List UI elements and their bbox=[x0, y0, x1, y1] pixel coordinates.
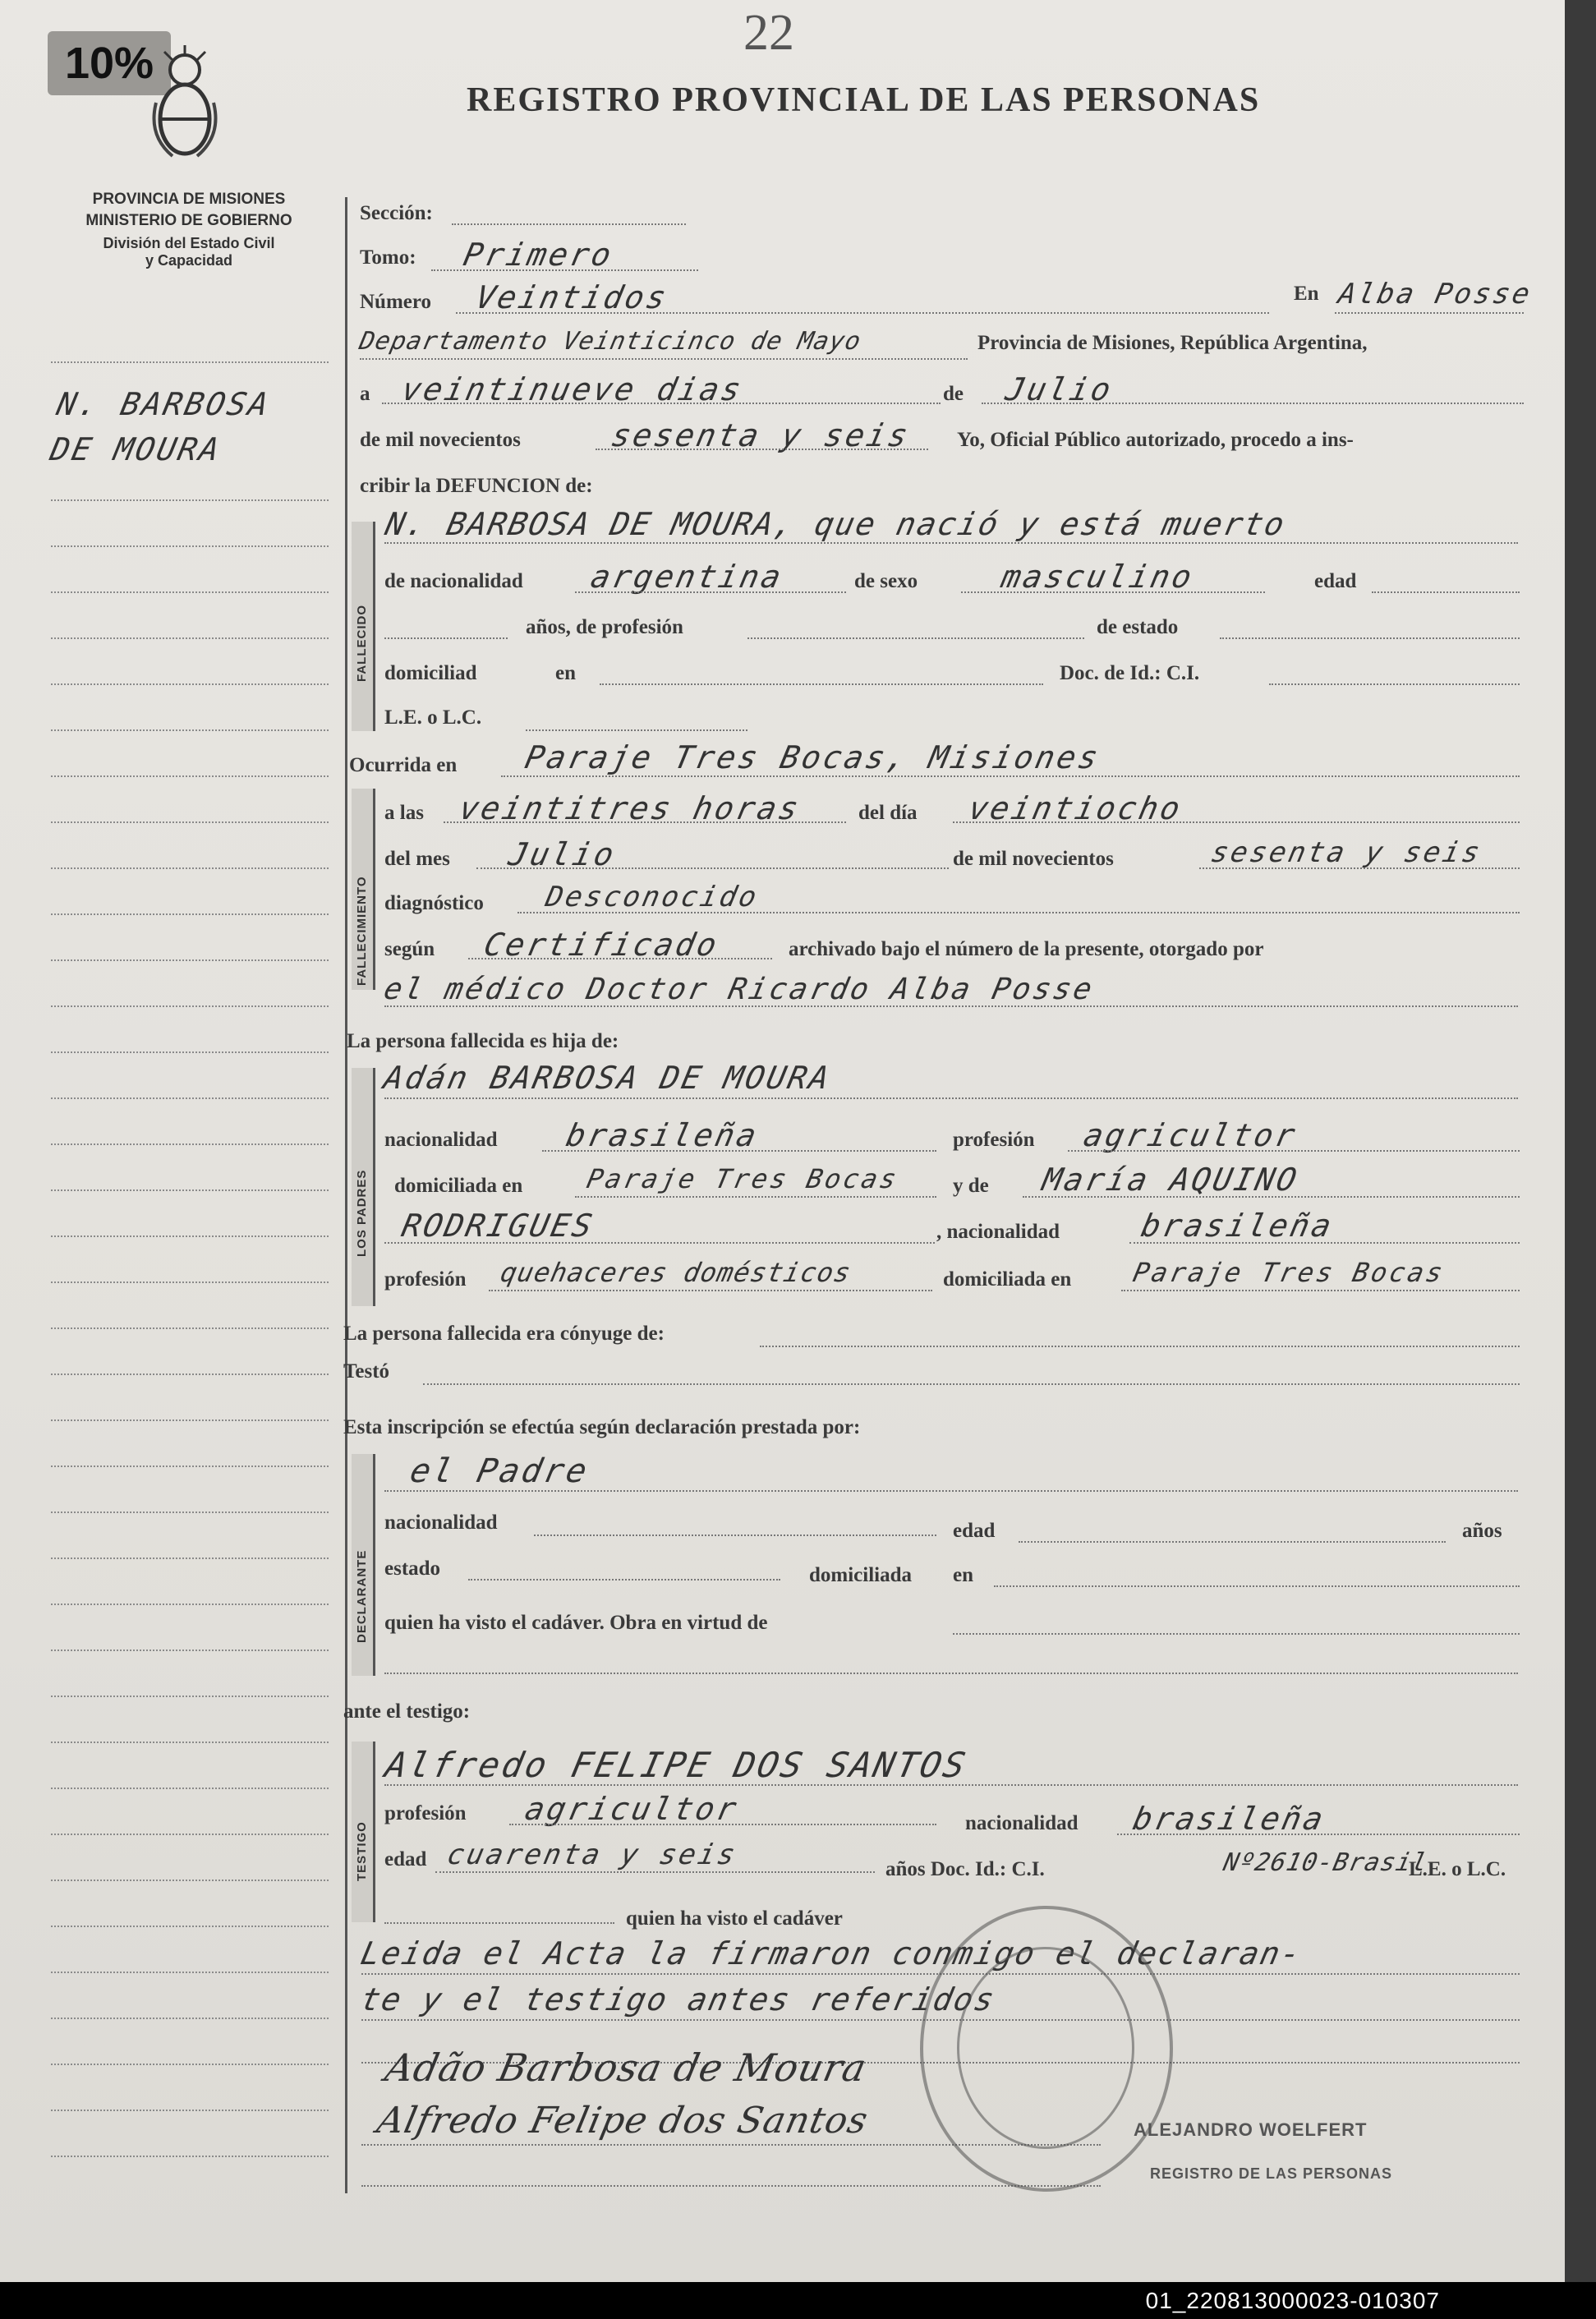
declarante-nombre: el Padre bbox=[407, 1452, 593, 1490]
sidebar-rule bbox=[51, 1511, 329, 1513]
anio-value-fallecimiento: sesenta y seis bbox=[1207, 836, 1485, 869]
nacionalidad2-label: , nacionalidad bbox=[936, 1221, 1060, 1243]
sidebar-rule bbox=[51, 2156, 329, 2157]
fallecido-sexo-label: de sexo bbox=[854, 570, 918, 592]
sidebar-division: División del Estado Civil bbox=[103, 235, 275, 251]
segun-label: según bbox=[384, 938, 435, 960]
numero-value: Veintidos bbox=[472, 279, 672, 315]
sidebar-province: PROVINCIA DE MISIONES bbox=[92, 191, 286, 208]
madre-value-2: RODRIGUES bbox=[398, 1208, 598, 1244]
declarante-intro: Esta inscripción se efectúa según declaración prestada por: bbox=[343, 1416, 861, 1438]
mes-value: Julio bbox=[1002, 371, 1117, 407]
hora-value: veintitres horas bbox=[456, 790, 804, 826]
fallecido-edad-label: edad bbox=[1314, 570, 1357, 592]
a-las-label: a las bbox=[384, 802, 424, 824]
officer-name: ALEJANDRO WOELFERT bbox=[1134, 2119, 1368, 2140]
sidebar-rule bbox=[51, 1143, 329, 1145]
fallecido-sexo: masculino bbox=[998, 559, 1198, 595]
margin-note-2: DE MOURA bbox=[47, 431, 225, 467]
provincia-text: Provincia de Misiones, República Argentina, bbox=[977, 332, 1368, 354]
departamento-value: Departamento Veinticinco de Mayo bbox=[356, 327, 864, 356]
testigo-quien-label: quien ha visto el cadáver bbox=[626, 1907, 843, 1930]
officer-title: REGISTRO DE LAS PERSONAS bbox=[1150, 2165, 1393, 2182]
sidebar-rule bbox=[51, 683, 329, 685]
testigo-profesion-label: profesión bbox=[384, 1802, 467, 1824]
medico-value: el médico Doctor Ricardo Alba Posse bbox=[380, 973, 1097, 1006]
mil-label: de mil novecientos bbox=[360, 429, 521, 451]
margin-note-1: N. BARBOSA bbox=[53, 386, 274, 422]
seccion-label: Sección: bbox=[360, 202, 433, 224]
sidebar-rule bbox=[51, 637, 329, 639]
dia-value-fallecimiento: veintiocho bbox=[965, 790, 1186, 826]
padres-nacionalidad-label: nacionalidad bbox=[384, 1129, 498, 1151]
domicilio2-value: Paraje Tres Bocas bbox=[1129, 1257, 1448, 1288]
y-de-label: y de bbox=[953, 1175, 989, 1197]
diagnostico-value: Desconocido bbox=[542, 881, 762, 913]
sidebar-ministry: MINISTERIO DE GOBIERNO bbox=[85, 212, 292, 229]
testigo-nacionalidad: brasileña bbox=[1129, 1801, 1329, 1837]
testigo-anios-doc-label: años Doc. Id.: C.I. bbox=[885, 1858, 1045, 1880]
testigo-nacionalidad-label: nacionalidad bbox=[965, 1812, 1079, 1834]
testigo-le-label: L.E. o L.C. bbox=[1409, 1858, 1506, 1880]
declarante-quien-label: quien ha visto el cadáver. Obra en virtud de bbox=[384, 1612, 768, 1634]
sidebar-rule bbox=[51, 959, 329, 961]
padres-profesion-label: profesión bbox=[953, 1129, 1035, 1151]
mil-label-fallecimiento: de mil novecientos bbox=[953, 848, 1114, 870]
column-divider bbox=[345, 197, 347, 2193]
sidebar-rule bbox=[51, 729, 329, 731]
archivado-text: archivado bajo el número de la presente, otorgado por bbox=[789, 938, 1264, 960]
domicilio-value: Paraje Tres Bocas bbox=[583, 1163, 902, 1194]
declarante-en-label: en bbox=[953, 1564, 973, 1586]
sidebar-rule bbox=[51, 1005, 329, 1007]
sidebar-rule bbox=[51, 2064, 329, 2065]
sidebar-rule bbox=[51, 2110, 329, 2111]
sidebar-rule bbox=[51, 1834, 329, 1835]
domiciliada-label: domiciliada en bbox=[394, 1175, 523, 1197]
sidebar-rule bbox=[51, 1419, 329, 1421]
tomo-value: Primero bbox=[460, 237, 617, 273]
official-seal-inner-icon bbox=[957, 1947, 1134, 2149]
sidebar-rule bbox=[51, 1327, 329, 1329]
de-label: de bbox=[943, 383, 964, 405]
signature-2: Alfredo Felipe dos Santos bbox=[373, 2100, 872, 2142]
sidebar-rule bbox=[51, 2018, 329, 2019]
sidebar-rule bbox=[51, 1880, 329, 1881]
sidebar-rule bbox=[51, 1558, 329, 1559]
fallecido-nacionalidad: argentina bbox=[587, 559, 787, 595]
declarante-estado-label: estado bbox=[384, 1558, 441, 1580]
padres-side-label: LOS PADRES bbox=[355, 1169, 369, 1257]
sidebar-rule bbox=[51, 591, 329, 593]
footer-id: 01_220813000023-010307 bbox=[1145, 2288, 1440, 2313]
percent-stamp: 10% bbox=[48, 31, 171, 95]
sidebar-rule bbox=[51, 1696, 329, 1697]
sidebar-rule bbox=[51, 1189, 329, 1191]
en-label: En bbox=[1294, 283, 1319, 305]
mes-value-fallecimiento: Julio bbox=[505, 836, 620, 872]
hija-label: La persona fallecida es hija de: bbox=[347, 1030, 619, 1052]
diagnostico-label: diagnóstico bbox=[384, 892, 484, 914]
declarante-anios-label: años bbox=[1462, 1520, 1502, 1542]
sidebar-rule bbox=[51, 775, 329, 777]
padres-nacionalidad: brasileña bbox=[563, 1117, 762, 1153]
testigo-edad-label: edad bbox=[384, 1848, 427, 1870]
segun-value: Certificado bbox=[481, 927, 723, 963]
fallecido-domiciliado-label: domiciliad bbox=[384, 662, 477, 684]
profesion2-value: quehaceres domésticos bbox=[497, 1257, 854, 1288]
profesion2-label: profesión bbox=[384, 1268, 467, 1291]
anio-value: sesenta y seis bbox=[608, 417, 913, 453]
ocurrida-label: Ocurrida en bbox=[349, 754, 458, 776]
madre-value-1: María AQUINO bbox=[1039, 1162, 1303, 1198]
en-value: Alba Posse bbox=[1335, 278, 1535, 311]
testo-label: Testó bbox=[343, 1360, 390, 1383]
testigo-side-label: TESTIGO bbox=[355, 1821, 369, 1881]
ocurrida-value: Paraje Tres Bocas, Misiones bbox=[522, 739, 1104, 775]
declarante-domiciliada-label: domiciliada bbox=[809, 1564, 913, 1586]
closing-line-1: Leida el Acta la firmaron conmigo el declaran- bbox=[357, 1935, 1306, 1972]
sidebar-rule bbox=[51, 1051, 329, 1053]
del-mes-label: del mes bbox=[384, 848, 450, 870]
sidebar-rule bbox=[51, 1972, 329, 1973]
fallecido-en-label: en bbox=[555, 662, 576, 684]
fallecido-le-label: L.E. o L.C. bbox=[384, 706, 482, 729]
declarante-edad-label: edad bbox=[953, 1520, 996, 1542]
ante-testigo-label: ante el testigo: bbox=[343, 1700, 471, 1723]
sidebar-rule bbox=[51, 821, 329, 823]
padre-value: Adán BARBOSA DE MOURA bbox=[380, 1060, 835, 1096]
page-title: REGISTRO PROVINCIAL DE LAS PERSONAS bbox=[467, 81, 1261, 119]
dia-value: veintinueve dias bbox=[398, 371, 747, 407]
sidebar-division-2: y Capacidad bbox=[145, 252, 233, 269]
fallecido-anios-profesion: años, de profesión bbox=[526, 616, 683, 638]
nacionalidad2-value: brasileña bbox=[1138, 1208, 1337, 1244]
cribir-text: cribir la DEFUNCION de: bbox=[360, 475, 593, 497]
sidebar-header bbox=[49, 191, 329, 269]
tomo-label: Tomo: bbox=[360, 246, 416, 269]
declarante-nacionalidad-label: nacionalidad bbox=[384, 1511, 498, 1534]
oficial-text: Yo, Oficial Público autorizado, procedo a ins- bbox=[957, 429, 1354, 451]
closing-line-2: te y el testigo antes referidos bbox=[357, 1981, 999, 2018]
sidebar-rule bbox=[51, 361, 329, 363]
conyuge-label: La persona fallecida era cónyuge de: bbox=[343, 1323, 665, 1345]
domiciliada2-label: domiciliada en bbox=[943, 1268, 1072, 1291]
sidebar-rule bbox=[51, 1373, 329, 1375]
fallecimiento-side-label: FALLECIMIENTO bbox=[355, 876, 369, 986]
sidebar-rule bbox=[51, 1281, 329, 1283]
a-label: a bbox=[360, 383, 370, 405]
fallecido-doc-label: Doc. de Id.: C.I. bbox=[1060, 662, 1200, 684]
testigo-nombre: Alfredo FELIPE DOS SANTOS bbox=[381, 1745, 972, 1785]
page-number: 22 bbox=[743, 5, 794, 61]
testigo-profesion: agricultor bbox=[522, 1791, 743, 1827]
sidebar-rule bbox=[51, 1235, 329, 1237]
sidebar-rule bbox=[51, 1788, 329, 1789]
signature-1: Adão Barbosa de Moura bbox=[381, 2045, 872, 2090]
sidebar-rule bbox=[51, 1926, 329, 1927]
sidebar-rule bbox=[51, 545, 329, 547]
sidebar-rule bbox=[51, 867, 329, 869]
sidebar-rule bbox=[51, 1097, 329, 1099]
fallecido-side-label: FALLECIDO bbox=[355, 605, 369, 682]
declarante-side-label: DECLARANTE bbox=[355, 1549, 369, 1643]
fallecido-nombre: N. BARBOSA DE MOURA, que nació y está muerto bbox=[382, 506, 1290, 542]
coat-of-arms-icon bbox=[148, 45, 222, 168]
fallecido-estado-label: de estado bbox=[1097, 616, 1179, 638]
sidebar-rule bbox=[51, 1742, 329, 1743]
numero-label: Número bbox=[360, 291, 432, 313]
testigo-doc-value: Nº2610-Brasil bbox=[1221, 1848, 1431, 1877]
sidebar-rule bbox=[51, 913, 329, 915]
del-dia-label: del día bbox=[858, 802, 918, 824]
fallecido-nacionalidad-label: de nacionalidad bbox=[384, 570, 523, 592]
sidebar-rule bbox=[51, 1465, 329, 1467]
sidebar-rule bbox=[51, 499, 329, 501]
padres-profesion: agricultor bbox=[1080, 1117, 1301, 1153]
sidebar-rule bbox=[51, 1604, 329, 1605]
testigo-edad: cuarenta y seis bbox=[444, 1838, 741, 1871]
sidebar-rule bbox=[51, 1650, 329, 1651]
